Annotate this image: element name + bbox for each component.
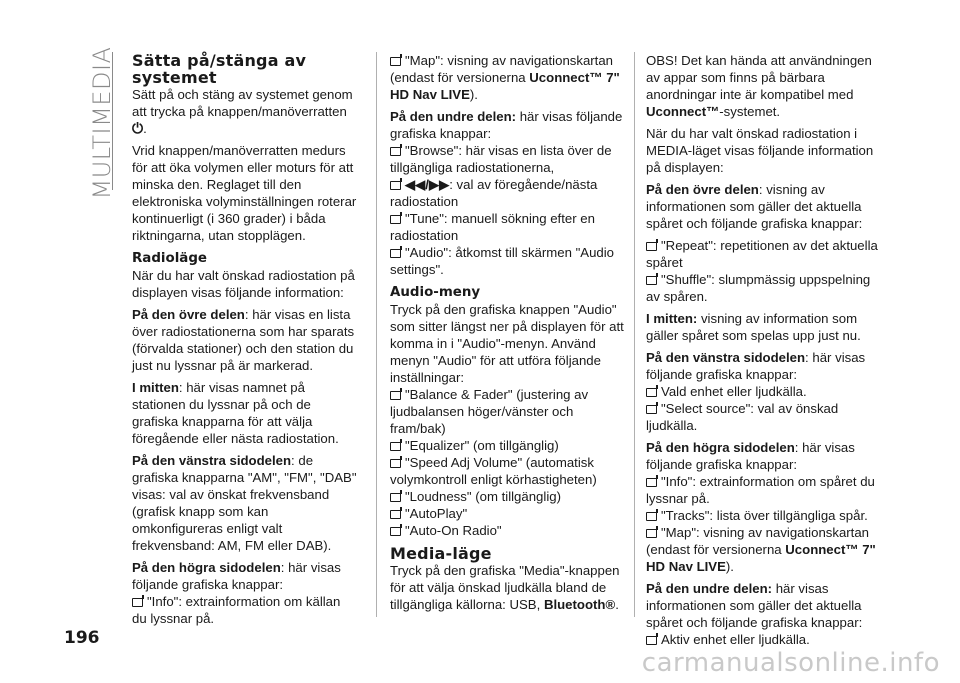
media-upper-section: På den övre delen: visning av informationen som gäller det aktuella spåret och följande grafiska knappar: (646, 182, 863, 231)
list-item: Vald enhet eller ljudkälla. (646, 383, 878, 400)
list-item: "Info": extrainformation om källan du lyssnar på. (132, 594, 341, 626)
list-item: "Auto-On Radio" (390, 522, 626, 539)
list-item: "Tune": manuell sökning efter en radiostation (390, 211, 595, 243)
list-item: "Balance & Fader" (justering av ljudbalansen höger/vänster och fram/bak) (390, 387, 589, 436)
list-item: "Equalizer" (om tillgänglig) (390, 437, 626, 454)
list-item: "Tracks": lista över tillgängliga spår. (646, 507, 878, 524)
heading-radio-mode: Radioläge (132, 251, 208, 266)
button-icon (646, 478, 657, 487)
radio-middle-section: I mitten: här visas namnet på stationen du lyssnar på och de grafiska knapparna för att välja föregående eller nästa radiostation. (132, 380, 339, 446)
button-icon (132, 598, 143, 607)
list-item: "Info": extrainformation om spåret du lyssnar på. (646, 474, 875, 506)
section-title-power: Sätta på/stänga av systemet (132, 51, 307, 87)
page-number: 196 (64, 628, 100, 648)
prev-next-icon: ◀◀/▶▶ (405, 177, 450, 192)
radio-left-section: På den vänstra sidodelen: de grafiska knapparna "AM", "FM", "DAB" visas: val av önskat frekvensband (grafisk knapp som kan omkonfigureras enligt valt frekvensband: AM, FM eller DAB). (132, 453, 357, 553)
audio-paragraph: Tryck på den grafiska knappen "Audio" som sitter längst ner på displayen för att komma in i "Audio"-menyn. Använd menyn "Audio" för att utföra följande inställningar: (390, 302, 624, 385)
media-middle-section: I mitten: visning av information som gäller spåret som spelas upp just nu. (646, 311, 861, 343)
section-side-label: MULTIMEDIA (88, 46, 116, 199)
button-icon (390, 493, 401, 502)
column-divider (376, 52, 377, 617)
button-icon (646, 388, 657, 397)
column-1 (132, 52, 358, 627)
list-item: "Shuffle": slumpmässig uppspelning av spåren. (646, 272, 871, 304)
radio-intro: När du har valt önskad radiostation på displayen visas följande information: (132, 268, 355, 300)
volume-paragraph: Vrid knappen/manöverratten medurs för att öka volymen eller moturs för att minska den. Reglaget till den elektroniska volyminställningen roterar kontinuerligt (i 360 grader) i båda riktningarna, utan stopplägen. (132, 143, 357, 243)
list-item: "Map": visning av navigationskartan (endast för versionerna Uconnect™ 7" HD Nav LIVE). (390, 53, 620, 102)
media-lower-section: På den undre delen: här visas informationen som gäller det aktuella spåret och följande grafiska knappar: (646, 581, 863, 630)
radio-upper-section: På den övre delen: här visas en lista över radiostationerna som har sparats (förvalda stationer) och den station du just nu lyssnar på är markerad. (132, 307, 355, 373)
button-icon (646, 276, 657, 285)
heading-media-mode: Media-läge (390, 544, 492, 563)
button-icon (390, 249, 401, 258)
button-icon (646, 636, 657, 645)
button-icon (390, 57, 401, 66)
column-divider (634, 52, 635, 617)
radio-lower-section: På den undre delen: här visas följande grafiska knappar: (390, 109, 623, 141)
media-right-section: På den högra sidodelen: här visas följande grafiska knappar: (646, 440, 855, 472)
button-icon (390, 527, 401, 536)
radio-right-section: På den högra sidodelen: här visas följande grafiska knappar: (132, 560, 341, 592)
button-icon (646, 512, 657, 521)
list-item: "Repeat": repetitionen av det aktuella spåret (646, 238, 878, 270)
list-item: "AutoPlay" (390, 505, 626, 522)
obs-note: OBS! Det kan hända att användningen av appar som finns på bärbara anordningar inte är kompatibel med Uconnect™-systemet. (646, 53, 872, 119)
list-item: "Map": visning av navigationskartan (endast för versionerna Uconnect™ 7" HD Nav LIVE). (646, 525, 876, 574)
media-intro: När du har valt önskad radiostation i MEDIA-läget visas följande information på displayen: (646, 126, 874, 175)
button-icon (646, 529, 657, 538)
list-item: "Audio": åtkomst till skärmen "Audio settings". (390, 245, 615, 277)
button-icon (390, 391, 401, 400)
button-icon (390, 215, 401, 224)
button-icon (390, 181, 401, 190)
watermark: carmanualsonline.info (641, 648, 940, 678)
heading-audio-menu: Audio-meny (390, 285, 481, 300)
list-item: "Select source": val av önskad ljudkälla. (646, 401, 839, 433)
media-paragraph: Tryck på den grafiska "Media"-knappen för att välja önskad ljudkälla bland de tillgängliga källorna: USB, Bluetooth®. (390, 563, 620, 612)
button-icon (390, 442, 401, 451)
power-paragraph: Sätt på och stäng av systemet genom att trycka på knappen/manöverratten ⏻. (132, 87, 353, 136)
list-item: "Speed Adj Volume" (automatisk volymkontroll enligt körhastigheten) (390, 455, 597, 487)
column-3 (646, 52, 878, 648)
button-icon (390, 459, 401, 468)
button-icon (390, 510, 401, 519)
audio-settings-list (390, 386, 626, 539)
button-icon (646, 242, 657, 251)
list-item: "Browse": här visas en lista över de tillgängliga radiostationerna, (390, 143, 612, 175)
list-item: Aktiv enhet eller ljudkälla. (646, 631, 878, 648)
button-icon (646, 405, 657, 414)
power-icon: ⏻ (132, 120, 144, 136)
list-item: "Loudness" (om tillgänglig) (390, 488, 626, 505)
button-icon (390, 147, 401, 156)
media-left-section: På den vänstra sidodelen: här visas följande grafiska knappar: (646, 350, 866, 382)
list-item: ◀◀/▶▶: val av föregående/nästa radiostation (390, 177, 598, 209)
column-2 (390, 52, 626, 613)
